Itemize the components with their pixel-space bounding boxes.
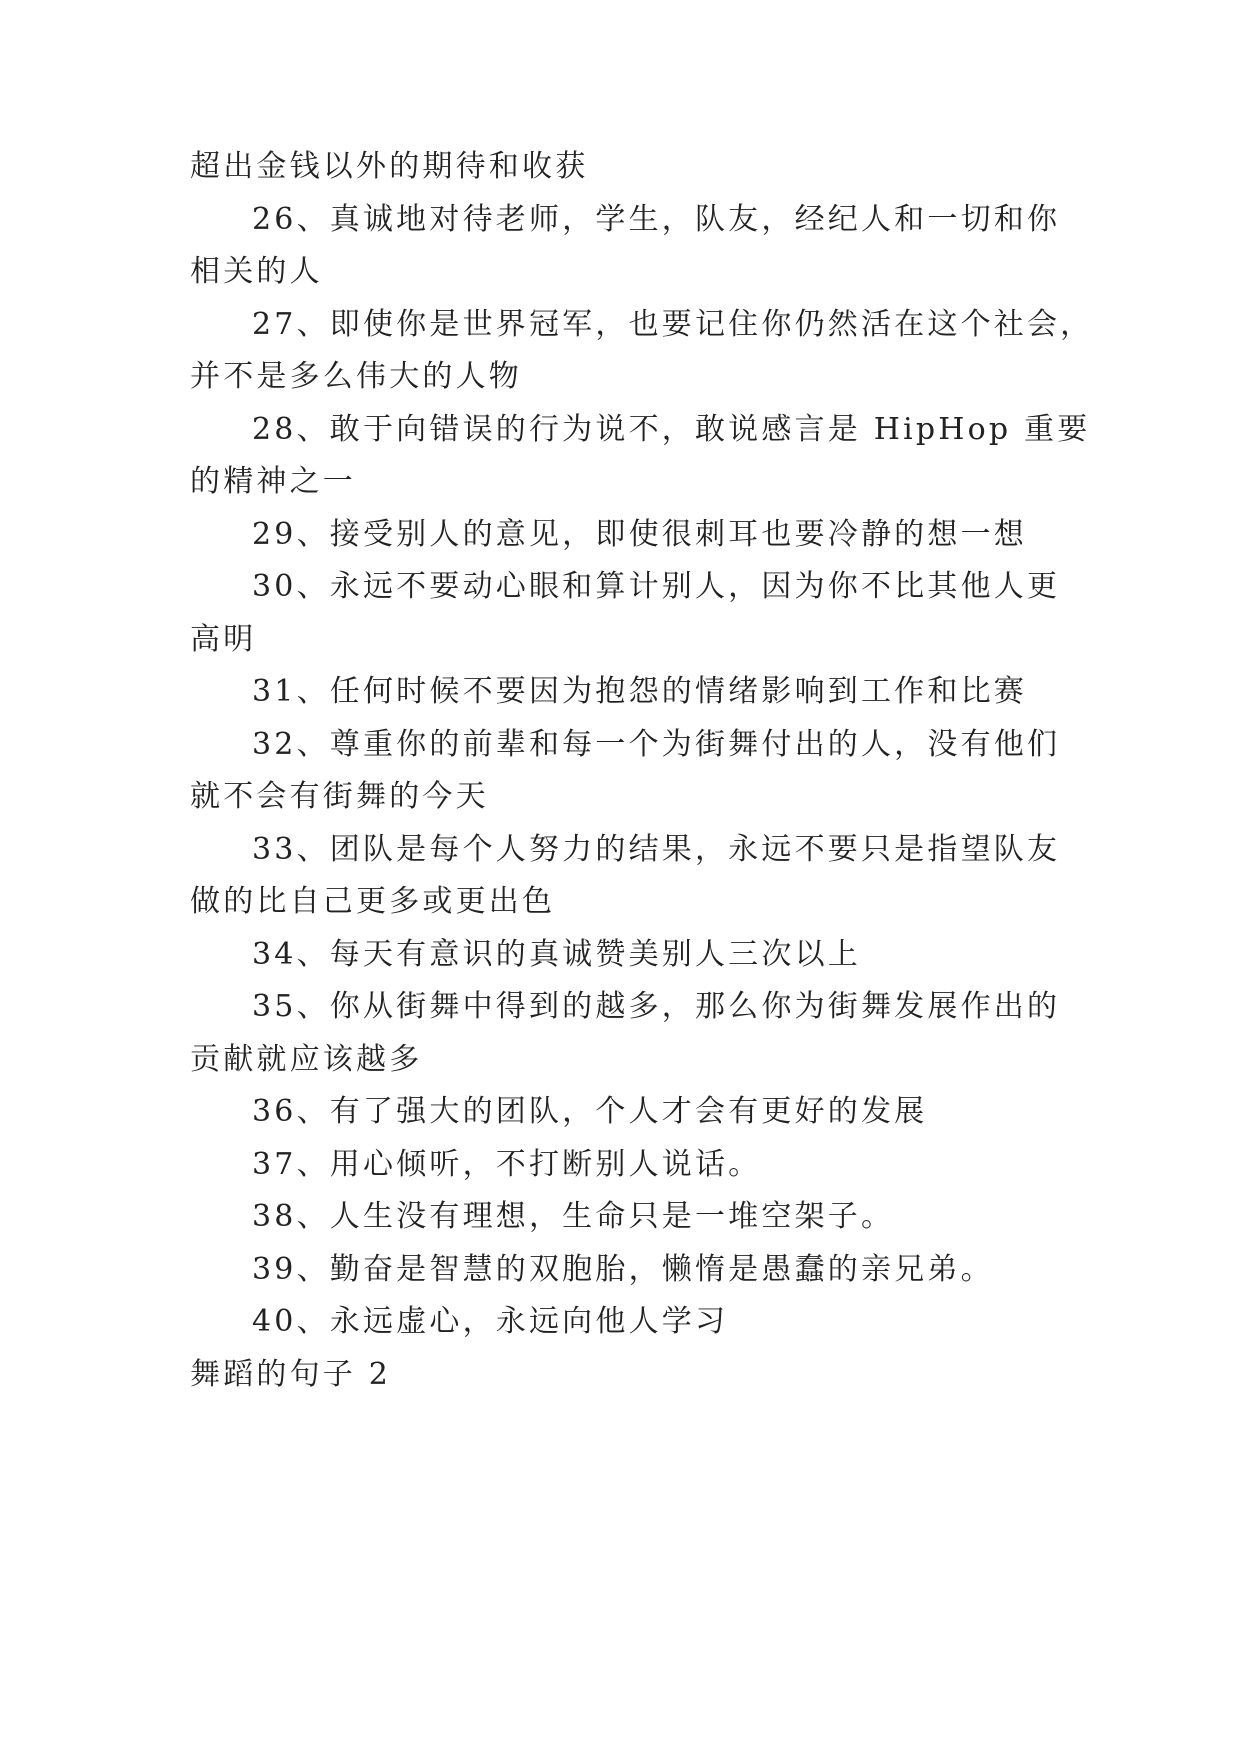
body-text-line: 相关的人 [190,254,323,289]
list-item-29: 29、接受别人的意见，即使很刺耳也要冷静的想一想 [252,517,1027,552]
body-text-line: 做的比自己更多或更出色 [190,884,556,919]
list-item-31: 31、任何时候不要因为抱怨的情绪影响到工作和比赛 [252,674,1027,709]
body-text-line: 高明 [190,622,257,657]
list-item-38: 38、人生没有理想，生命只是一堆空架子。 [252,1199,895,1234]
list-item-33: 33、团队是每个人努力的结果，永远不要只是指望队友 [252,832,1061,867]
body-text-line: 超出金钱以外的期待和收获 [190,149,589,184]
list-item-35: 35、你从街舞中得到的越多，那么你为街舞发展作出的 [252,989,1061,1024]
body-text-line: 就不会有街舞的今天 [190,779,489,814]
section-heading: 舞蹈的句子 2 [190,1357,392,1392]
list-item-27: 27、即使你是世界冠军，也要记住你仍然活在这个社会， [252,307,1094,342]
body-text-line: 并不是多么伟大的人物 [190,359,522,394]
list-item-39: 39、勤奋是智慧的双胞胎，懒惰是愚蠢的亲兄弟。 [252,1252,994,1287]
body-text-line: 的精神之一 [190,464,356,499]
list-item-40: 40、永远虚心，永远向他人学习 [252,1304,729,1339]
list-item-26: 26、真诚地对待老师，学生，队友，经纪人和一切和你 [252,202,1061,237]
list-item-37: 37、用心倾听，不打断别人说话。 [252,1147,762,1182]
list-item-32: 32、尊重你的前辈和每一个为街舞付出的人，没有他们 [252,727,1061,762]
body-text-line: 贡献就应该越多 [190,1042,423,1077]
list-item-34: 34、每天有意识的真诚赞美别人三次以上 [252,937,861,972]
list-item-30: 30、永远不要动心眼和算计别人，因为你不比其他人更 [252,569,1061,604]
list-item-28: 28、敢于向错误的行为说不，敢说感言是 HipHop 重要 [252,412,1091,447]
list-item-36: 36、有了强大的团队，个人才会有更好的发展 [252,1094,928,1129]
